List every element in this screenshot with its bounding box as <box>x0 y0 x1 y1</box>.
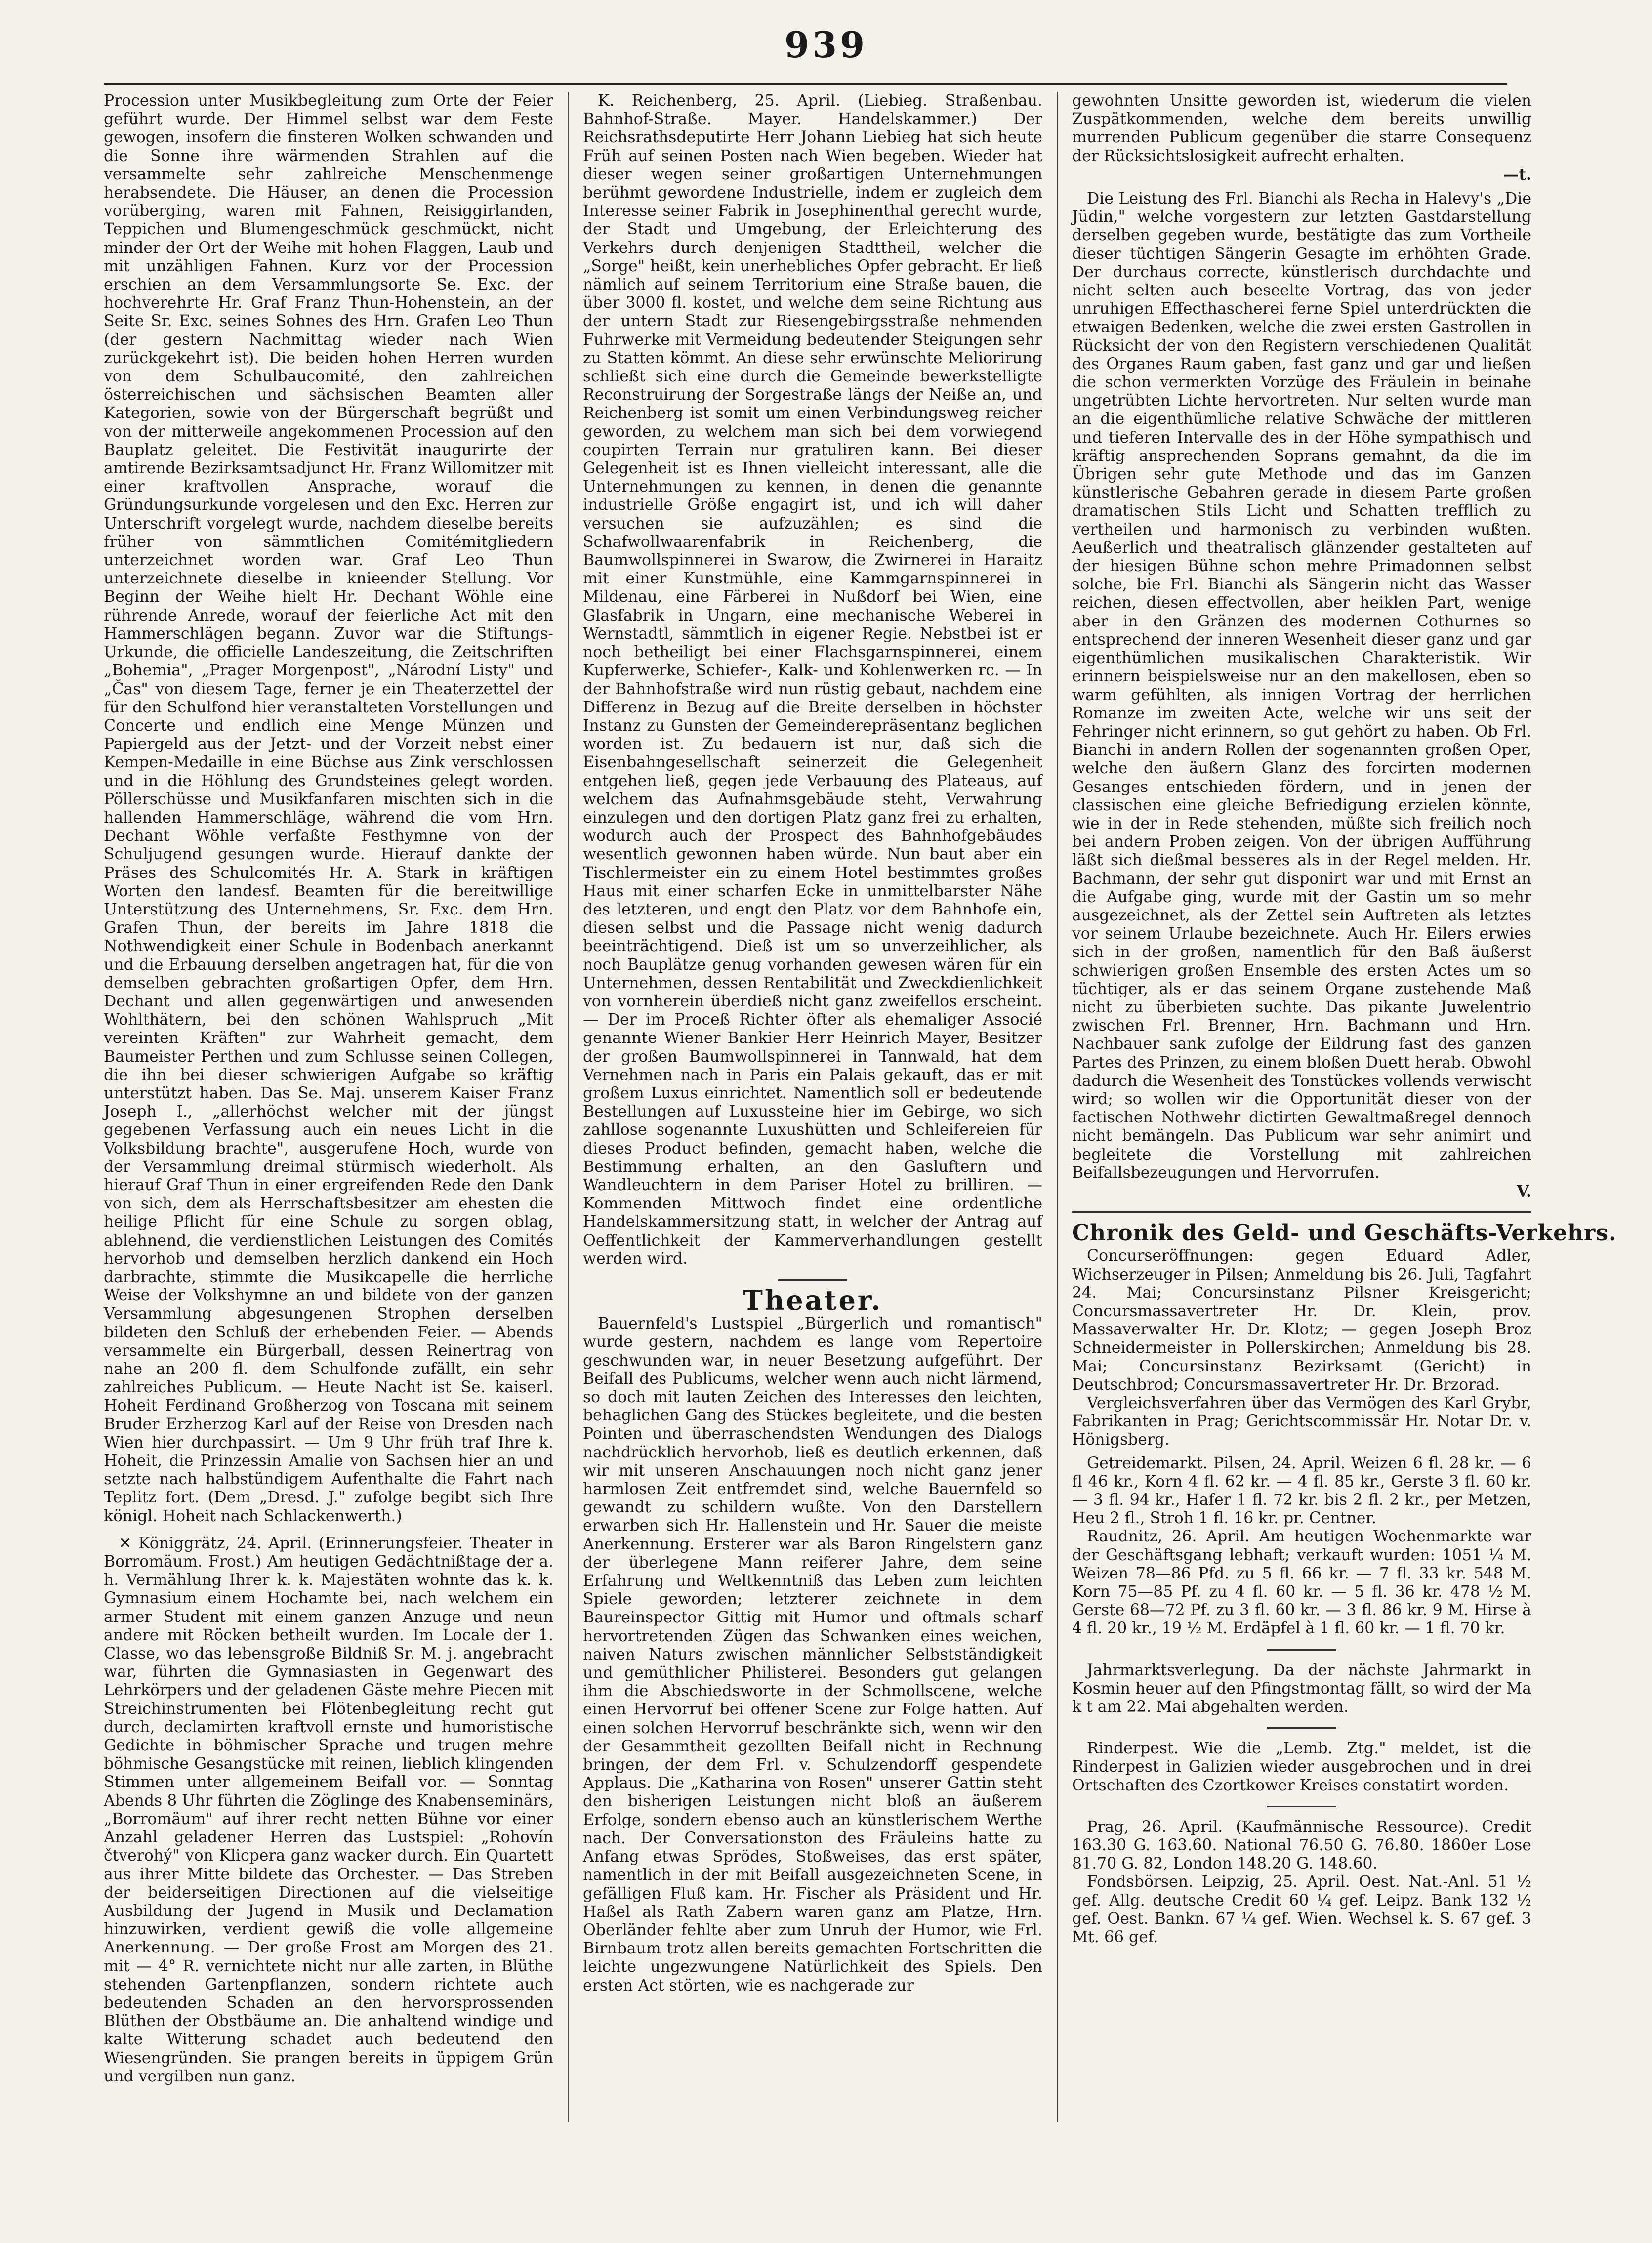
columns <box>104 92 1617 2147</box>
chronik-raudnitz: Raudnitz, 26. April. Am heutigen Wochenmarkte war der Geschäftsgang lebhaft; verkauft wurden: 1051 ¼ M. Weizen 78—86 Pfd. zu 5 fl. 66 kr. — 7 fl. 33 kr. 548 M. Korn 75—85 Pf. zu 4 fl. 60 kr. — 5 fl. 36 kr. 478 ½ M. Gerste 68—72 Pf. zu 3 fl. 60 kr. — 3 fl. 86 kr. 9 M. Hirse à 4 fl. 20 kr., 19 ½ M. Erdäpfel à 1 fl. 60 kr. — 1 fl. 70 kr. <box>1072 1528 1531 1638</box>
chronik-jahrmarkt: Jahrmarktsverlegung. Da der nächste Jahrmarkt in Kosmin heuer auf den Pfingstmontag fällt, so wird der Ma k t am 22. Mai abgehalten werden. <box>1072 1661 1531 1716</box>
section-divider <box>1267 1649 1336 1651</box>
article-theater-buergerlich: Bauernfeld's Lustspiel „Bürgerlich und romantisch" wurde gestern, nachdem es lange vom Repertoire geschwunden war, in neuer Besetzung aufgeführt. Der Beifall des Publicums, welcher wenn auch nicht lärmend, so doch mit lauten Zeichen des Interesses den leichten, behaglichen Gang des Stückes begleitete, und die besten Pointen und überraschendsten Wendungen des Dialogs nachdrücklich hervorhob, ließ es deutlich erkennen, daß wir mit unseren Anschauungen noch nicht ganz jener harmlosen Zeit entfremdet sind, welche Bauernfeld so gewandt zu schildern wußte. Von den Darstellern erwarben sich Hr. Hallenstein und Hr. Sauer die meiste Anerkennung. Ersterer war als Baron Ringelstern ganz der überlegene Mann reiferer Jahre, dem seine Erfahrung und Weltkenntniß das Leben zum leichten Spiele geworden; letzterer zeichnete in dem Baureinspector Gittig mit Humor und oftmals scharf hervortretenden Zügen das Schwanken eines weichen, naiven Naturs zwischen männlicher Selbstständigkeit und gemüthlicher Philisterei. Besonders gut gelangen ihm die Abschiedsworte in der Schmollscene, welche einen Hervorruf bei offener Scene zur Folge hatten. Auf einen solchen Hervorruf beschränkte sich, wenn wir den der Gesammtheit gezollten Beifall nicht in Rechnung bringen, der dem Frl. v. Schulzendorff gespendete Applaus. Die „Katharina von Rosen" unserer Gattin steht den bisherigen Leistungen nicht bloß an äußerem Erfolge, sondern ebenso auch an künstlerischem Werthe nach. Der Conversationston des Fräuleins hatte zu Anfang etwas Sprödes, Stoßweises, das erst später, namentlich in der mit Beifall ausgezeichneten Scene, in gefälligen Fluß kam. Hr. Fischer als Präsident und Hr. Haßel als Rath Zabern waren ganz am Platze, Hrn. Oberländer fehlte aber zum Unruh der Humor, wie Frl. Birnbaum trotz allen bereits gemachten Fortschritten die leichte ungezwungene Natürlichkeit des Spiels. Den ersten Act störten, wie es nachgerade zur <box>583 1315 1042 1994</box>
header-rule <box>104 83 1507 85</box>
chronik-getreidemarkt: Getreidemarkt. Pilsen, 24. April. Weizen 6 fl. 28 kr. — 6 fl 46 kr., Korn 4 fl. 62 kr. — 4 fl. 85 kr., Gerste 3 fl. 60 kr. — 3 fl. 94 kr., Hafer 1 fl. 72 kr. bis 2 fl. 2 kr., per Metzen, Heu 2 fl., Stroh 1 fl. 16 kr. pr. Centner. <box>1072 1454 1531 1528</box>
chronik-fondsboersen: Fondsbörsen. Leipzig, 25. April. Oest. Nat.-Anl. 51 ½ gef. Allg. deutsche Credit 60 ¼ gef. Leipz. Bank 132 ½ gef. Oest. Bankn. 67 ¼ gef. Wien. Wechsel k. S. 67 gef. 3 Mt. 66 gef. <box>1072 1873 1531 1947</box>
section-divider <box>1267 1727 1336 1729</box>
chronik-prag: Prag, 26. April. (Kaufmännische Ressource). Credit 163.30 G. 163.60. National 76.50 G. 76.80. 1860er Lose 81.70 G. 82, London 148.20 G. 148.60. <box>1072 1818 1531 1873</box>
column-2 <box>583 92 1042 2147</box>
signature: —t. <box>1503 165 1531 184</box>
signature: V. <box>1517 1182 1531 1201</box>
section-divider <box>1267 1806 1336 1807</box>
column-divider <box>568 92 569 2122</box>
article-bianchi: Die Leistung des Frl. Bianchi als Recha in Halevy's „Die Jüdin," welche vorgestern zur letzten Gastdarstellung derselben gegeben wurde, bestätigte das zum Vortheile dieser tüchtigen Sängerin Gesagte im erhöhten Grade. Der durchaus correcte, künstlerisch durchdachte und nicht selten auch beseelte Vortrag, das von jeder unruhigen Effecthascherei ferne Spiel unterdrückten die etwaigen Bedenken, welche die zwei ersten Gastrollen in Rücksicht der von den Registern verschiedenen Qualität des Organes Raum gaben, fast ganz und gar und ließen die schon vermerkten Vorzüge des Fräulein in beinahe ungetrübten Lichte hervortreten. Nur selten wurde man an die eigenthümliche relative Schwäche der mittleren und tieferen Intervalle des in der Höhe sympathisch und kräftig ansprechenden Soprans gemahnt, da die im Übrigen sehr gute Methode und das im Ganzen künstlerische Gebahren gerade in diesem Parte großen dramatischen Stils Licht und Schatten trefflich zu vertheilen und harmonisch zu verbinden wußten. Aeußerlich und theatralisch glänzender gestalteten auf der hiesigen Bühne schon mehre Primadonnen selbst solche, bie Frl. Bianchi als Sängerin nicht das Wasser reichen, diesen effectvollen, aber heiklen Part, wenige aber in den Gränzen des modernen Cothurnes so entsprechend der inneren Wesenheit dieser ganz und gar eigenthümlichen musikalischen Charakteristik. Wir erinnern beispielsweise nur an den makellosen, eben so warm gefühlten, als innigen Vortrag der herrlichen Romanze im zweiten Acte, welche wir uns seit der Fehringer nicht erinnern, so gut gehört zu haben. Ob Frl. Bianchi in andern Rollen der sogenannten großen Oper, welche den äußern Glanz des forcirten modernen Gesanges entschieden fördern, und in jenen der classischen eine gleiche Befriedigung erzielen könnte, wie in der in Rede stehenden, müßte sich freilich noch bei andern Proben zeigen. Von der übrigen Aufführung läßt sich dießmal besseres als in der Regel melden. Hr. Bachmann, der sehr gut disponirt war und mit Ernst an die Aufgabe ging, wurde mit der Gastin um so mehr ausgezeichnet, als der Zettel sein Auftreten als letztes vor seinem Urlaube bezeichnete. Auch Hr. Eilers erwies sich in der großen, namentlich für den Baß äußerst schwierigen großen Ensemble des ersten Actes um so tüchtiger, als er das seinem Organe zustehende Maß nicht zu überbieten suchte. Das pikante Juwelentrio zwischen Frl. Brenner, Hrn. Bachmann und Hrn. Nachbauer sank zufolge der Eildrung fast des ganzen Partes des Prinzen, zu einem bloßen Duett herab. Obwohl dadurch die Wesenheit des Tonstückes vollends verwischt wird; so wollen wir die Opportunität dieser von der factischen Nothwehr dictirten Gewaltmaßregel dennoch nicht bemängeln. Das Publicum war sehr animirt und begleitete die Vorstellung mit zahlreichen Beifallsbezeugungen und Hervorrufen. <box>1072 190 1531 1182</box>
article-reichenberg: K. Reichenberg, 25. April. (Liebieg. Straßenbau. Bahnhof-Straße. Mayer. Handelskammer.) Der Reichsrathsdeputirte Herr Johann Liebieg hat sich heute Früh auf seinen Posten nach Wien begeben. Wieder hat dieser wegen seiner großartigen Unternehmungen berühmt gewordene Industrielle, indem er zugleich dem Interesse seiner Fabrik in Josephinenthal gerecht wurde, der Stadt und Umgebung, der Erleichterung des Verkehrs durch denjenigen Stadttheil, welcher die „Sorge" heißt, kein unerhebliches Opfer gebracht. Er ließ nämlich auf seinem Territorium eine Straße bauen, die über 3000 fl. kostet, und welche dem seine Richtung aus der untern Stadt zur Riesengebirgsstraße nehmenden Fuhrwerke mit Vermeidung bedeutender Steigungen sehr zu Statten kömmt. An diese sehr erwünschte Meliorirung schließt sich eine durch die Gemeinde bewerkstelligte Reconstruirung der Sorgestraße längs der Neiße an, und Reichenberg ist somit um einen Verbindungsweg reicher geworden, zu welchem man sich bei dem vorwiegend coupirten Terrain nur gratuliren kann. Bei dieser Gelegenheit ist es Ihnen vielleicht interessant, alle die Unternehmungen zu kennen, in denen die genannte industrielle Größe engagirt ist, und ich will daher versuchen sie aufzuzählen; es sind die Schafwollwaarenfabrik in Reichenberg, die Baumwollspinnerei in Swarow, die Zwirnerei in Haraitz mit einer Kunstmühle, eine Kammgarnspinnerei in Mildenau, eine Färberei in Nußdorf bei Wien, eine Glasfabrik in Ungarn, eine mechanische Weberei in Wernstadtl, sämmtlich in eigener Regie. Nebstbei ist er noch betheiligt bei einer Flachsgarnspinnerei, einem Kupferwerke, Schiefer-, Kalk- und Kohlenwerken rc. — In der Bahnhofstraße wird nun rüstig gebaut, nachdem eine Differenz in Bezug auf die Breite derselben in höchster Instanz zu Gunsten der Gemeinderepräsentanz beglichen worden ist. Zu bedauern ist nur, daß sich die Eisenbahngesellschaft seinerzeit die Gelegenheit entgehen ließ, gegen jede Verbauung des Plateaus, auf welchem das Aufnahmsgebäude steht, Verwahrung einzulegen und den dortigen Platz ganz frei zu erhalten, wodurch auch der Prospect des Bahnhofgebäudes wesentlich gewonnen haben würde. Nun baut aber ein Tischlermeister ein zu einem Hotel bestimmtes großes Haus mit einer scharfen Ecke in unmittelbarster Nähe des letzteren, und engt den Platz vor dem Bahnhofe ein, diesen selbst und die Passage nicht wenig dadurch beeinträchtigend. Dieß ist um so unverzeihlicher, als noch Bauplätze genug vorhanden gewesen wären für ein Unternehmen, dessen Rentabilität und Zweckdienlichkeit von vornherein überdieß nicht ganz zweifellos erscheint. — Der im Proceß Richter öfter als ehemaliger Associé genannte Wiener Bankier Herr Heinrich Mayer, Besitzer der großen Baumwollspinnerei in Tannwald, hat dem Vernehmen nach in Paris ein Palais gekauft, das er mit großem Luxus einrichtet. Namentlich soll er bedeutende Bestellungen auf Luxussteine hier im Gebirge, wo sich zahllose sogenannte Luxushütten und Schleifereien für dieses Product befinden, gemacht haben, welche die Bestimmung erhalten, an den Gasluftern und Wandleuchtern in dem Pariser Hotel zu brilliren. — Kommenden Mittwoch findet eine ordentliche Handelskammersitzung statt, in welcher der Antrag auf Oeffentlichkeit der Kammerverhandlungen gestellt werden wird. <box>583 92 1042 1268</box>
article-koeniggraetz: ✕ Königgrätz, 24. April. (Erinnerungsfeier. Theater in Borromäum. Frost.) Am heutigen Gedächtnißtage der a. h. Vermählung Ihrer k. k. Majestäten wohnte das k. k. Gymnasium einem Hochamte bei, nach welchem ein armer Student mit einem ganzen Anzuge und neun andere mit Röcken betheilt wurden. Im Locale der 1. Classe, wo das lebensgroße Bildniß Sr. M. j. angebracht war, führten die Gymnasiasten in Gegenwart des Lehrkörpers und der geladenen Gäste mehre Piecen mit Streichinstrumenten bei Flötenbegleitung recht gut durch, declamirten kraftvoll ernste und humoristische Gedichte in böhmischer Sprache und trugen mehre böhmische Gesangstücke mit reinen, lieblich klingenden Stimmen unter allgemeinem Beifall vor. — Sonntag Abends 8 Uhr führten die Zöglinge des Knabenseminärs, „Borromäum" auf ihrer recht netten Bühne vor einer Anzahl geladener Herren das Lustspiel: „Rohovín čtverohý" von Klicpera ganz wacker durch. Ein Quartett aus ihrer Mitte bildete das Orchester. — Das Streben der beiderseitigen Directionen auf die vielseitige Ausbildung der Jugend in Musik und Declamation hinzuwirken, verdient gewiß die volle allgemeine Anerkennung. — Der große Frost am Morgen des 21. mit — 4° R. vernichtete nicht nur alle zarten, in Blüthe stehenden Gartenpflanzen, sondern richtete auch bedeutenden Schaden an den hervorsprossenden Blüthen der Obstbäume an. Die anhaltend windige und kalte Witterung schadet auch bedeutend den Wiesengründen. Sie prangen bereits in üppigem Grün und vergilben nun ganz. <box>104 1534 553 2085</box>
chronik-vergleich: Vergleichsverfahren über das Vermögen des Karl Grybr, Fabrikanten in Prag; Gerichtscommissär Hr. Notar Dr. v. Hönigsberg. <box>1072 1394 1531 1449</box>
page-number: 939 <box>784 24 868 66</box>
article-bodenbach: Procession unter Musikbegleitung zum Orte der Feier geführt wurde. Der Himmel selbst war dem Feste gewogen, insofern die finsteren Wolken schwanden und die Sonne ihre wärmenden Strahlen auf die versammelte sehr zahlreiche Menschenmenge herabsendete. Die Häuser, an denen die Procession vorüberging, waren mit Fahnen, Reisiggirlanden, Teppichen und Blumengeschmück geschmückt, nicht minder der Ort der Weihe mit hohen Flaggen, Laub und mit unzähligen Fahnen. Kurz vor der Procession erschien an dem Versammlungsorte Se. Exc. der hochverehrte Hr. Graf Franz Thun-Hohenstein, an der Seite Sr. Exc. seines Sohnes des Hrn. Grafen Leo Thun (der gestern Nachmittag wieder nach Wien zurückgekehrt ist). Die beiden hohen Herren wurden von dem Schulbaucomité, den zahlreichen österreichischen und sächsischen Beamten aller Kategorien, sowie von der Bürgerschaft begrüßt und von der mitterweile angekommenen Procession auf den Bauplatz geleitet. Die Festivität inaugurirte der amtirende Bezirksamtsadjunct Hr. Franz Willomitzer mit einer kraftvollen Ansprache, worauf die Gründungsurkunde vorgelesen und den Exc. Herren zur Unterschrift vorgelegt wurde, nachdem dieselbe bereits früher von sämmtlichen Comitémitgliedern unterzeichnet worden war. Graf Leo Thun unterzeichnete dieselbe in knieender Stellung. Vor Beginn der Weihe hielt Hr. Dechant Wöhle eine rührende Anrede, worauf der feierliche Act mit den Hammerschlägen begann. Zuvor war die Stiftungs-Urkunde, die officielle Landeszeitung, die Zeitschriften „Bohemia", „Prager Morgenpost", „Národní Listy" und „Čas" von diesem Tage, ferner je ein Theaterzettel der für den Schulfond hier veranstalteten Vorstellungen und Concerte und endlich eine Menge Münzen und Papiergeld aus der Jetzt- und der Vorzeit nebst einer Kempen-Medaille in eine Büchse aus Zink verschlossen und in die Höhlung des Grundsteines gelegt worden. Pöllerschüsse und Musikfanfaren mischten sich in die hallenden Hammerschläge, während die vom Hrn. Dechant Wöhle verfaßte Festhymne von der Schuljugend gesungen wurde. Hierauf dankte der Präses des Schulcomités Hr. A. Stark in kräftigen Worten den landesf. Beamten für die bereitwillige Unterstützung des Unternehmens, Sr. Exc. dem Hrn. Grafen Thun, der bereits im Jahre 1818 die Nothwendigkeit einer Schule in Bodenbach anerkannt und die Erbauung derselben angetragen hat, für die von demselben gebrachten großartigen Opfer, dem Hrn. Dechant und allen gegenwärtigen und anwesenden Wohlthätern, bei den schönen Wahlspruch „Mit vereinten Kräften" zur Wahrheit gemacht, dem Baumeister Perthen und zum Schlusse seinen Collegen, die ihn bei dieser schwierigen Aufgabe so kräftig unterstützt haben. Das Se. Maj. unserem Kaiser Franz Joseph I., „allerhöchst welcher mit der jüngst gegebenen Verfassung auch ein neues Licht in die Volksbildung brachte", ausgerufene Hoch, wurde von der Versammlung dreimal stürmisch wiederholt. Als hierauf Graf Thun in einer ergreifenden Rede den Dank von sich, dem als Herrschaftsbesitzer am ehesten die heilige Pflicht für eine Schule zu sorgen oblag, ablehnend, die verdienstlichen Leistungen des Comités hervorhob und demselben herzlich dankend ein Hoch darbrachte, stimmte die Musikcapelle die herrliche Weise der Volkshymne an und bildete von der ganzen Versammlung abgesungenen Strophen derselben bildeten den Schluß der erhebenden Feier. — Abends versammelte ein Bürgerball, dessen Reinertrag von nahe an 200 fl. dem Schulfonde zufällt, ein sehr zahlreiches Publicum. — Heute Nacht ist Se. kaiserl. Hoheit Ferdinand Großherzog von Toscana mit seinem Bruder Erzherzog Karl auf der Reise von Dresden nach Wien hier durchpassirt. — Um 9 Uhr früh traf Ihre k. Hoheit, die Prinzessin Amalie von Sachsen hier an und setzte nach halbstündigem Aufenthalte die Fahrt nach Teplitz fort. (Dem „Dresd. J." zufolge begibt sich Ihre königl. Hoheit nach Schlackenwerth.) <box>104 92 553 1525</box>
chronik-rinderpest: Rinderpest. Wie die „Lemb. Ztg." meldet, ist die Rinderpest in Galizien wieder ausgebrochen und in drei Ortschaften des Czortkower Kreises constatirt worden. <box>1072 1740 1531 1794</box>
chronik-concurse: Concurseröffnungen: gegen Eduard Adler, Wichserzeuger in Pilsen; Anmeldung bis 26. Juli, Tagfahrt 24. Mai; Concursinstanz Pilsner Kreisgericht; Concursmassavertreter Hr. Dr. Klein, prov. Massaverwalter Hr. Dr. Klotz; — gegen Joseph Broz Schneidermeister in Pollerskirchen; Anmeldung bis 28. Mai; Concursinstanz Bezirksamt (Gericht) in Deutschbrod; Concursmassavertreter Hr. Dr. Brzorad. <box>1072 1247 1531 1394</box>
column-3 <box>1072 92 1617 2147</box>
chronik-heading: Chronik des Geld- und Geschäfts-Verkehrs. <box>1072 1220 1617 1246</box>
column-1 <box>104 92 553 2147</box>
theater-heading: Theater. <box>743 1285 883 1316</box>
column-divider <box>1057 92 1058 2122</box>
section-divider <box>1072 1211 1531 1213</box>
article-theater-continued: gewohnten Unsitte geworden ist, wiederum die vielen Zuspätkommenden, welche dem bereits unwillig murrenden Publicum gegenüber die starre Consequenz der Rücksichtslosigkeit aufrecht erhalten. <box>1072 92 1531 165</box>
section-divider <box>778 1279 847 1281</box>
